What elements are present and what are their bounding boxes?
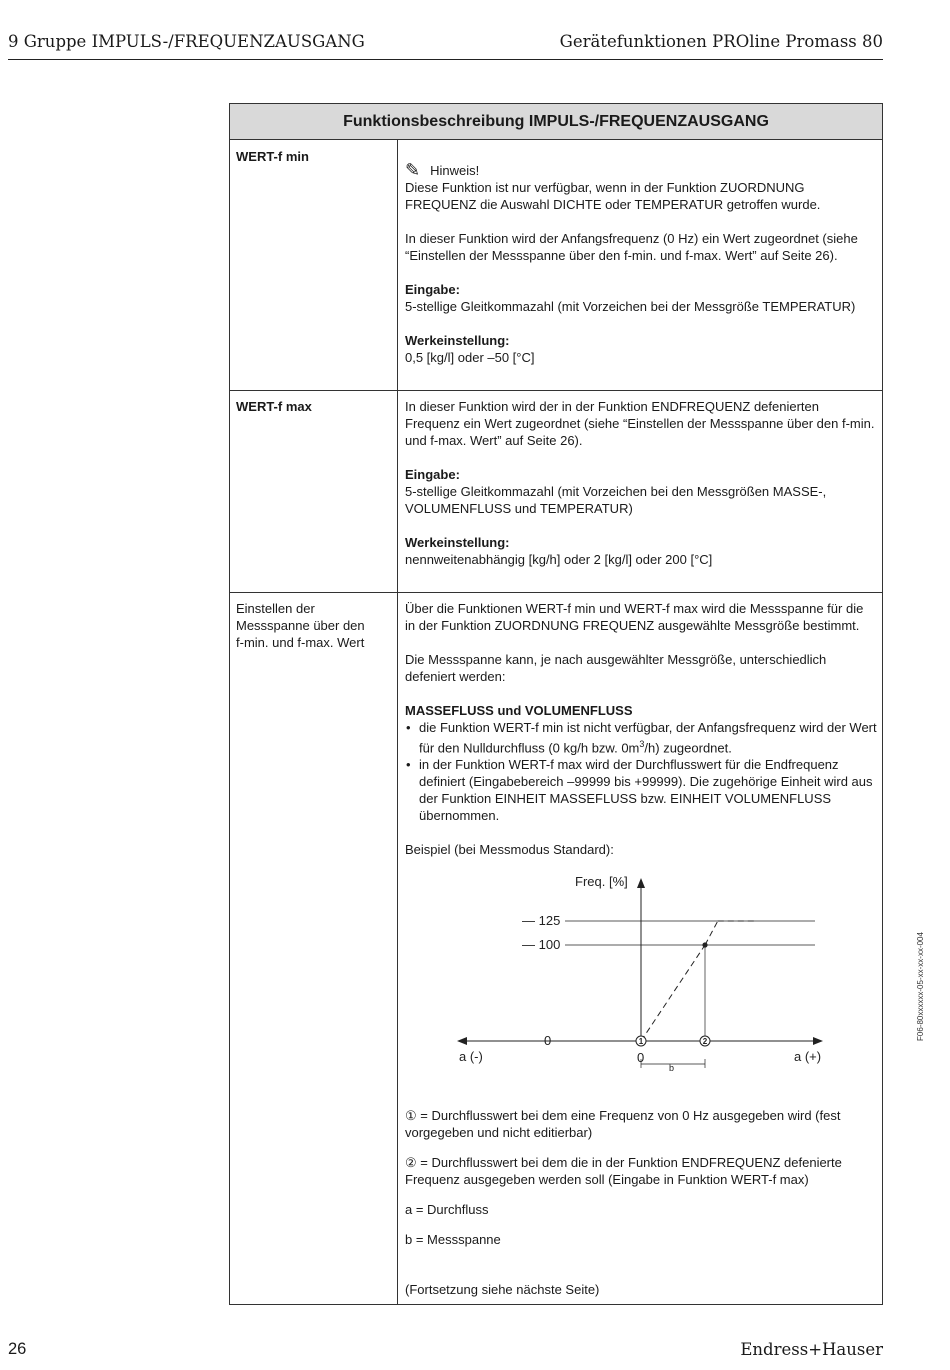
- x-axis-right-arrow-icon: [813, 1037, 823, 1045]
- marker-1-label: 1: [638, 1037, 644, 1046]
- x-origin-label: 0: [637, 1050, 645, 1065]
- page-number: 26: [8, 1340, 27, 1358]
- list-item: • in der Funktion WERT-f max wird der Durchflusswert für die Endfrequenz definiert (Eingabebereich –99999 bis +99999). Die zugehörige Einheit wird aus der Funktion EINHEIT MASSEFLUSS bzw. EINHEIT VOLUMENFLUSS übernommen.: [405, 756, 877, 824]
- default-text: 0,5 [kg/l] oder –50 [°C]: [405, 350, 535, 365]
- row-label-wert-f-max: WERT-f max: [236, 399, 312, 414]
- column-divider: [397, 139, 398, 1304]
- header-rule: [8, 59, 883, 60]
- example-text: Beispiel (bei Messmodus Standard):: [405, 842, 614, 858]
- input-label: Eingabe:: [405, 282, 460, 297]
- row-label-messspanne: Einstellen der Messspanne über den f-min. und f-max. Wert: [236, 601, 365, 650]
- row-divider: [230, 592, 882, 593]
- legend-b: b = Messspanne: [405, 1232, 501, 1247]
- input-text: 5-stellige Gleitkommazahl (mit Vorzeichen bei der Messgröße TEMPERATUR): [405, 299, 856, 314]
- pencil-note-icon: ✎: [405, 160, 421, 180]
- intro-text: Über die Funktionen WERT-f min und WERT-f max wird die Messspanne für die in der Funktion ZUORDNUNG FREQUENZ ausgewählte Messgröße bestimmt.: [405, 601, 864, 633]
- row-content-wert-f-min: [405, 162, 877, 366]
- hint-line: [405, 162, 877, 179]
- y-tick-label-125: — 125: [522, 913, 561, 928]
- bullet-list: [405, 719, 877, 824]
- section-heading: MASSEFLUSS und VOLUMENFLUSS: [405, 703, 633, 718]
- x-axis-label-negative: a (-): [459, 1049, 483, 1064]
- function-table: [229, 103, 883, 1305]
- hint-label: Hinweis!: [430, 163, 480, 178]
- y-axis-label: Freq. [%]: [575, 874, 628, 889]
- input-text: 5-stellige Gleitkommazahl (mit Vorzeichen bei den Messgrößen MASSE-, VOLUMENFLUSS und TEMPERATUR): [405, 484, 827, 516]
- default-label: Werkeinstellung:: [405, 333, 510, 348]
- footer-brand: Endress+Hauser: [740, 1340, 883, 1359]
- row-divider: [230, 390, 882, 391]
- legend-marker-1: ① = Durchflusswert bei dem eine Frequenz von 0 Hz ausgegeben wird (fest vorgegeben und nicht editierbar): [405, 1108, 841, 1140]
- endfrequency-point: [702, 942, 707, 947]
- description: In dieser Funktion wird der Anfangsfrequenz (0 Hz) ein Wert zugeordnet (siehe “Einstellen der Messspanne über den f-min. und f-max. Wert” auf Seite 26).: [405, 231, 858, 263]
- x-axis-left-arrow-icon: [457, 1037, 467, 1045]
- series-segment: [705, 921, 718, 945]
- page-header-document: Gerätefunktionen PROline Promass 80: [559, 32, 883, 51]
- y-zero-label: 0: [544, 1033, 552, 1048]
- y-tick-label-100: — 100: [522, 937, 561, 952]
- frequency-chart: [405, 868, 835, 1078]
- list-item: • die Funktion WERT-f min ist nicht verfügbar, der Anfangsfrequenz wird der Wert für den Nulldurchfluss (0 kg/h bzw. $0m^3/h$) zugeordnet.: [405, 719, 877, 756]
- y-axis-arrow-icon: [637, 878, 645, 888]
- figure-code: F06-80xxxxxx-05-xx-xx-xx-004: [915, 932, 925, 1041]
- hint-text: Diese Funktion ist nur verfügbar, wenn in der Funktion ZUORDNUNG FREQUENZ die Auswahl DICHTE oder TEMPERATUR getroffen wurde.: [405, 180, 821, 212]
- table-title: Funktionsbeschreibung IMPULS-/FREQUENZAUSGANG: [230, 104, 882, 140]
- span-b-label: b: [669, 1063, 675, 1073]
- x-axis-label-positive: a (+): [794, 1049, 822, 1064]
- span-text: Die Messspanne kann, je nach ausgewählter Messgröße, unterschiedlich defeniert werden:: [405, 652, 827, 684]
- legend-a: a = Durchfluss: [405, 1202, 489, 1217]
- row-label-wert-f-min: WERT-f min: [236, 149, 309, 164]
- series-segment: [641, 945, 705, 1041]
- description: In dieser Funktion wird der in der Funktion ENDFREQUENZ defenierten Frequenz ein Wert zugeordnet (siehe “Einstellen der Messspanne über den f-min. und f-max. Wert” auf Seite 26).: [405, 399, 875, 448]
- default-text: nennweitenabhängig [kg/h] oder 2 [kg/l] oder 200 [°C]: [405, 552, 713, 567]
- legend-marker-2: ② = Durchflusswert bei dem die in der Funktion ENDFREQUENZ defenierte Frequenz ausgegeben werden soll (Eingabe in Funktion WERT-f max): [405, 1155, 842, 1187]
- default-label: Werkeinstellung:: [405, 535, 510, 550]
- marker-2-label: 2: [702, 1037, 708, 1046]
- row-content-messspanne: [405, 600, 877, 858]
- chart-marks: [522, 913, 815, 1046]
- page-header-section: 9 Gruppe IMPULS-/FREQUENZAUSGANG: [8, 32, 365, 51]
- chart-legend: [405, 1094, 877, 1261]
- row-content-wert-f-max: [405, 398, 877, 568]
- input-label: Eingabe:: [405, 467, 460, 482]
- continuation-note: (Fortsetzung siehe nächste Seite): [405, 1282, 600, 1297]
